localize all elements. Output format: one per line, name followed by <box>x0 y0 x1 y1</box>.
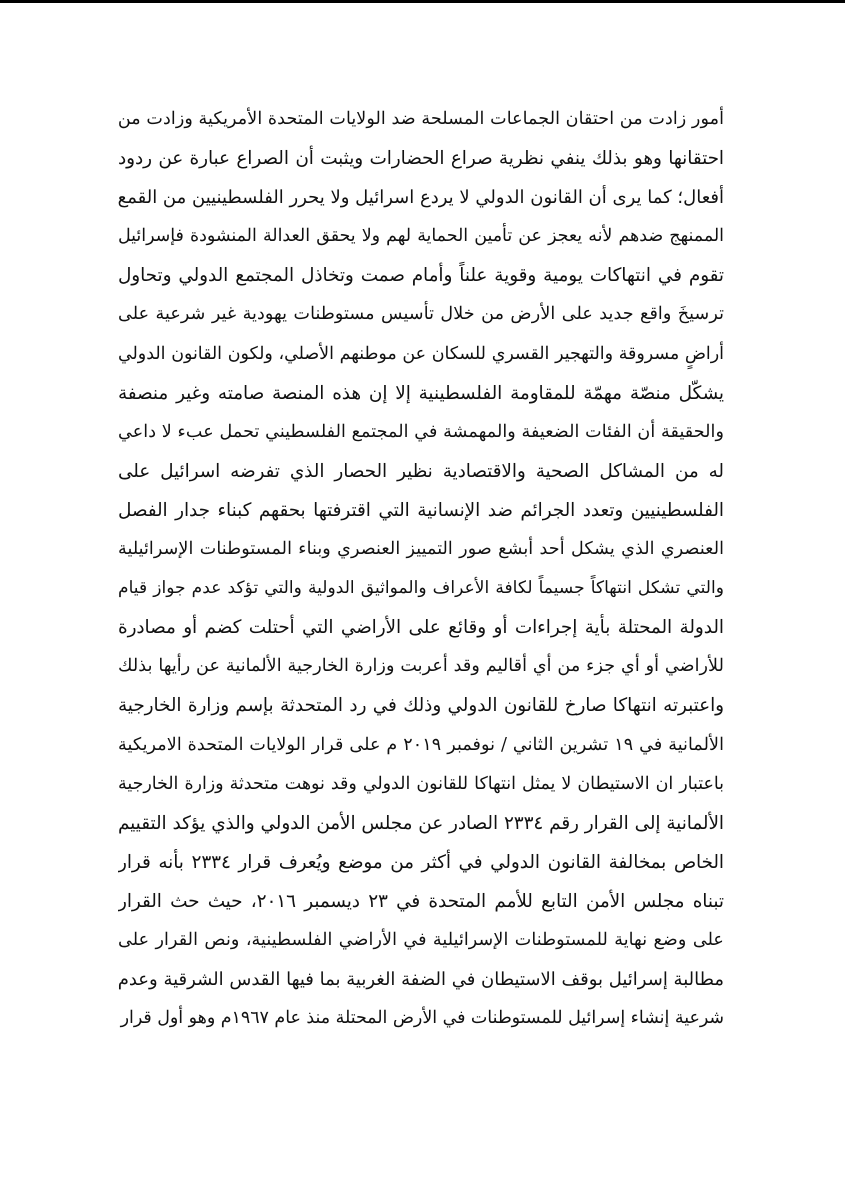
text-line: تبناه مجلس الأمن التابع للأمم المتحدة في ٢٣ ديسمبر ٢٠١٦، حيث حث القرار <box>118 890 724 912</box>
text-line: للأراضي أو أي جزء من أي أقاليم وقد أعربت وزارة الخارجية الألمانية عن رأيها بذلك <box>118 656 724 677</box>
text-line: شرعية إنشاء إسرائيل للمستوطنات في الأرض المحتلة منذ عام ١٩٦٧م وهو أول قرار <box>120 1008 724 1029</box>
body-paragraph <box>118 100 724 1038</box>
text-line: والتي تشكل انتهاكاً جسيماً لكافة الأعراف والمواثيق الدولية والتي تؤكد عدم جواز قيام <box>118 578 724 599</box>
text-line: الفلسطينيين وتعدد الجرائم ضد الإنسانية التي اقترفتها بحقهم كبناء جدار الفصل <box>118 499 724 521</box>
top-border-line <box>0 0 845 3</box>
text-line: ترسيخَ واقع جديد على الأرض من خلال تأسيس مستوطنات يهودية غير شرعية على <box>118 304 724 325</box>
text-line: الألمانية إلى القرار رقم ٢٣٣٤ الصادر عن مجلس الأمن الدولي والذي يؤكد التقييم <box>118 812 724 834</box>
text-line: أفعال؛ كما يرى أن القانون الدولي لا يردع اسرائيل ولا يحرر الفلسطينيين من القمع <box>118 187 724 209</box>
text-line: على وضع نهاية للمستوطنات الإسرائيلية في الأراضي الفلسطينية، ونص القرار على <box>118 929 724 950</box>
text-line: الخاص بمخالفة القانون الدولي في أكثر من موضع ويُعرف قرار ٢٣٣٤ بأنه قرار <box>118 851 724 873</box>
text-line: له من المشاكل الصحية والاقتصادية نظير الحصار الذي تفرضه اسرائيل على <box>118 460 724 482</box>
text-line: العنصري الذي يشكل أحد أبشع صور التمييز العنصري وبناء المستوطنات الإسرائيلية <box>118 539 724 560</box>
text-line: واعتبرته انتهاكا صارخ للقانون الدولي وذلك في رد المتحدثة بإسم وزارة الخارجية <box>118 695 724 717</box>
text-line: أمور زادت من احتقان الجماعات المسلحة ضد الولايات المتحدة الأمريكية وزادت من <box>118 109 724 129</box>
text-line: باعتبار ان الاستيطان لا يمثل انتهاكا للقانون الدولي وقد نوهت متحدثة وزارة الخارجية <box>118 773 724 794</box>
text-line: مطالبة إسرائيل بوقف الاستيطان في الضفة الغربية بما فيها القدس الشرقية وعدم <box>118 969 724 991</box>
text-line: الممنهج ضدهم لأنه يعجز عن تأمين الحماية لهم ولا يحقق العدالة المنشودة فإسرائيل <box>118 226 724 247</box>
text-line: يشكّل منصّة مهمّة للمقاومة الفلسطينية إلا إن هذه المنصة صامته وغير منصفة <box>118 382 724 404</box>
text-line: الألمانية في ١٩ تشرين الثاني / نوفمبر ٢٠١٩ م على قرار الولايات المتحدة الامريكية <box>118 734 724 755</box>
text-line: تقوم في انتهاكات يومية وقوية علناً وأمام صمت وتخاذل المجتمع الدولي وتحاول <box>118 265 724 287</box>
text-line: احتقانها وهو بذلك ينفي نظرية صراع الحضارات ويثبت أن الصراع عبارة عن ردود <box>118 148 724 170</box>
text-line: أراضٍ مسروقة والتهجير القسري للسكان عن موطنهم الأصلي، ولكون القانون الدولي <box>118 343 724 364</box>
text-line: والحقيقة أن الفئات الضعيفة والمهمشة في المجتمع الفلسطيني تحمل عبء لا داعي <box>118 421 724 442</box>
text-line: الدولة المحتلة بأية إجراءات أو وقائع على الأراضي التي أحتلت كضم أو مصادرة <box>118 617 724 639</box>
